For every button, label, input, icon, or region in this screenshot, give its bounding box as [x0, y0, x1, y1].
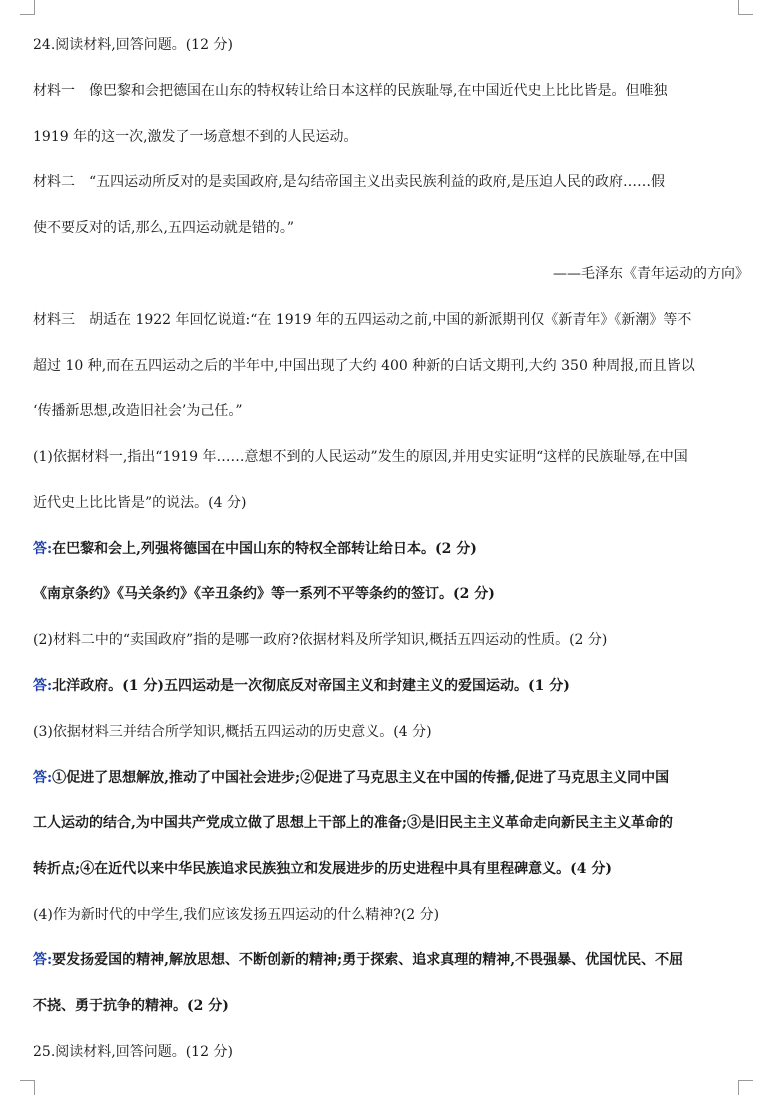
answer-4-line-2: 不挠、勇于抗争的精神。(2 分): [33, 998, 229, 1014]
answer-text: 要发扬爱国的精神,解放思想、不断创新的精神;勇于探索、追求真理的精神,不畏强暴、优国忧民、不屈: [52, 952, 684, 968]
answer-label: 答:: [33, 770, 53, 786]
answer-3-line-2: 工人运动的结合,为中国共产党成立做了思想上干部上的准备;③是旧民主主义革命走向新民主主义革命的: [33, 815, 674, 831]
sub-question-1-line-2: 近代史上比比皆是”的说法。(4 分): [33, 495, 247, 511]
material-three-line-2: 超过 10 种,而在五四运动之后的半年中,中国出现了大约 400 种新的白话文期刊,大约 350 种周报,而且皆以: [33, 358, 695, 374]
answer-2: [33, 676, 749, 696]
answer-label: 答:: [33, 678, 53, 694]
answer-label: 答:: [33, 541, 53, 557]
material-three-line-3: ‘传播新思想,改造旧社会’为己任。”: [33, 403, 243, 419]
page-corner-mark: [738, 1080, 753, 1095]
sub-question-2: (2)材料二中的“卖国政府”指的是哪一政府?依据材料及所学知识,概括五四运动的性质。(2 分): [33, 632, 608, 648]
answer-3-line-1: [33, 768, 749, 788]
answer-4-line-1: [33, 950, 749, 970]
material-two-source: ——毛泽东《青年运动的方向》: [553, 266, 749, 282]
answer-text: ①促进了思想解放,推动了中国社会进步;②促进了马克思主义在中国的传播,促进了马克思主义同中国: [52, 770, 670, 786]
material-one-line-2: 1919 年的这一次,激发了一场意想不到的人民运动。: [33, 129, 358, 145]
question-24-title: 24.阅读材料,回答问题。(12 分): [33, 37, 233, 53]
page-corner-mark: [738, 0, 753, 15]
answer-text: 在巴黎和会上,列强将德国在中国山东的特权全部转让给日本。(2 分): [52, 541, 477, 557]
question-25-title: 25.阅读材料,回答问题。(12 分): [33, 1044, 233, 1060]
answer-1-line-2: 《南京条约》《马关条约》《辛丑条约》等一系列不平等条约的签订。(2 分): [33, 586, 495, 602]
sub-question-1-line-1: (1)依据材料一,指出“1919 年……意想不到的人民运动”发生的原因,并用史实证明“这样的民族耻辱,在中国: [33, 449, 688, 465]
sub-question-3: (3)依据材料三并结合所学知识,概括五四运动的历史意义。(4 分): [33, 724, 432, 740]
page-corner-mark: [20, 0, 35, 15]
sub-question-4: (4)作为新时代的中学生,我们应该发扬五四运动的什么精神?(2 分): [33, 907, 440, 923]
answer-label: 答:: [33, 952, 53, 968]
material-three-line-1: 材料三 胡适在 1922 年回忆说道:“在 1919 年的五四运动之前,中国的新派期刊仅《新青年》《新潮》等不: [33, 312, 692, 328]
material-two-line-1: 材料二 “五四运动所反对的是卖国政府,是勾结帝国主义出卖民族利益的政府,是压迫人民的政府……假: [33, 174, 666, 190]
answer-text: 北洋政府。(1 分)五四运动是一次彻底反对帝国主义和封建主义的爱国运动。(1 分): [52, 678, 570, 694]
answer-1-line-1: [33, 539, 749, 559]
page-corner-mark: [20, 1080, 35, 1095]
material-two-line-2: 使不要反对的话,那么,五四运动就是错的。”: [33, 220, 295, 236]
material-one-line-1: 材料一 像巴黎和会把德国在山东的特权转让给日本这样的民族耻辱,在中国近代史上比比皆是。但唯独: [33, 83, 668, 99]
answer-3-line-3: 转折点;④在近代以来中华民族追求民族独立和发展进步的历史进程中具有里程碑意义。(4 分): [33, 861, 613, 877]
